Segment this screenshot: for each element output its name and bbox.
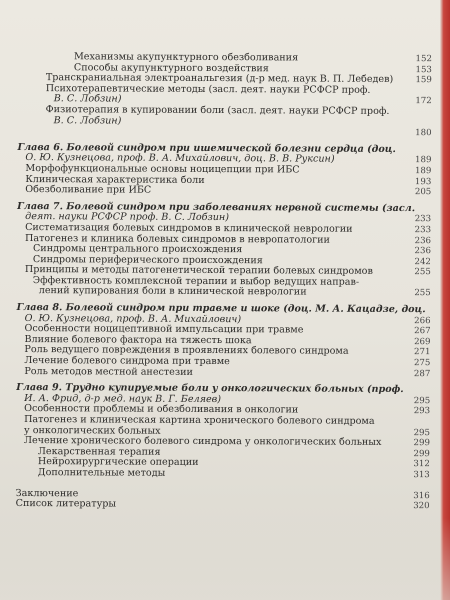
toc-entry: Влияние болевого фактора на тяжесть шока 269 [24, 333, 431, 348]
toc-entry: В. С. Лобзин) 172 [53, 93, 432, 107]
toc-entry: Эффективность комплексной терапии и выбор ведущих направ- [32, 274, 360, 288]
toc-entry: Особенности проблемы и обезболивания в онкологии 293 [24, 403, 431, 417]
toc-entry: лений купирования боли в клинической неврологии 255 [38, 285, 431, 299]
toc-entry: Патогенез и клиническая картина хронического болевого синдрома [24, 414, 375, 427]
toc-entry: В. С. Лобзин) [53, 114, 122, 127]
toc-entry: Систематизация болевых синдромов в клинической неврологии 233 [25, 221, 432, 236]
toc-entry: Лечение болевого синдрома при травме 275 [24, 355, 431, 369]
toc-entry: Транскраниальная электроанальгезия (д-р мед. наук В. П. Лебедев) 159 [45, 72, 432, 86]
toc-entry: Роль ведущего повреждения в проявлениях болевого синдрома 271 [24, 344, 431, 358]
table-of-contents [16, 52, 432, 512]
toc-entry: Способы акупунктурного воздействия 153 [73, 61, 432, 75]
toc-entry: Психотерапевтические методы (засл. деят. науки РСФСР проф. [45, 82, 371, 96]
toc-entry: 180 [415, 128, 432, 139]
toc-entry: у онкологических больных 295 [23, 424, 431, 438]
chapter-authors: деят. науки РСФСР проф. В. С. Лобзин) 233 [25, 211, 432, 225]
toc-entry: Нейрохирургические операции 312 [37, 456, 430, 470]
chapter-authors: И. А. Фрид, д-р мед. наук В. Г. Беляев) 295 [24, 392, 431, 406]
toc-entry: Принципы и методы патогенетической терапии болевых синдромов 255 [24, 264, 431, 278]
chapter-heading: Глава 8. Болевой синдром при травме и шоке (доц. М. А. Кацадзе, доц. [16, 302, 426, 316]
toc-entry: Синдромы центрального происхождения 236 [32, 243, 431, 257]
toc-entry: Заключение 316 [15, 487, 430, 501]
chapter-heading: Глава 7. Болевой синдром при заболеваниях нервной системы (засл. [17, 200, 416, 214]
chapter-authors: О. Ю. Кузнецова, проф. В. А. Михайлович, доц. В. В. Руксин) 189 [25, 152, 432, 166]
toc-entry: Механизмы акупунктурного обезболивания 152 [73, 51, 432, 65]
chapter-heading: Глава 6. Болевой синдром при ишемической болезни сердца (доц. [17, 141, 396, 155]
toc-entry: Физиотерапия в купировании боли (засл. деят. науки РСФСР проф. [45, 104, 390, 117]
toc-entry: Лекарственная терапия 299 [37, 445, 430, 459]
toc-entry: Особенности ноцицептивной импульсации при травме 267 [24, 323, 431, 337]
toc-entry: Роль методов местной анестезии 287 [24, 365, 431, 379]
toc-entry: Патогенез и клиника болевых синдромов в невропатологии 236 [24, 232, 432, 246]
toc-entry: Обезболивание при ИБС 205 [25, 184, 432, 198]
toc-entry: Синдромы периферического происхождения 242 [32, 253, 431, 267]
reverse-side-bleed [0, 518, 450, 600]
book-edge [440, 0, 450, 600]
toc-entry: Клиническая характеристика боли 193 [25, 173, 432, 187]
chapter-heading: Глава 9. Трудно купируемые боли у онкологических больных (проф. [16, 382, 404, 396]
toc-entry: Дополнительные методы 313 [37, 467, 430, 481]
toc-entry: Лечение хронического болевого синдрома у онкологических больных 299 [23, 435, 430, 449]
chapter-authors: О. Ю. Кузнецова, проф. В. А. Михайлович) 266 [24, 312, 431, 326]
toc-entry: Морфофункциональные основы ноцицепции при ИБС 189 [25, 162, 432, 177]
toc-entry: Список литературы 320 [15, 498, 430, 512]
